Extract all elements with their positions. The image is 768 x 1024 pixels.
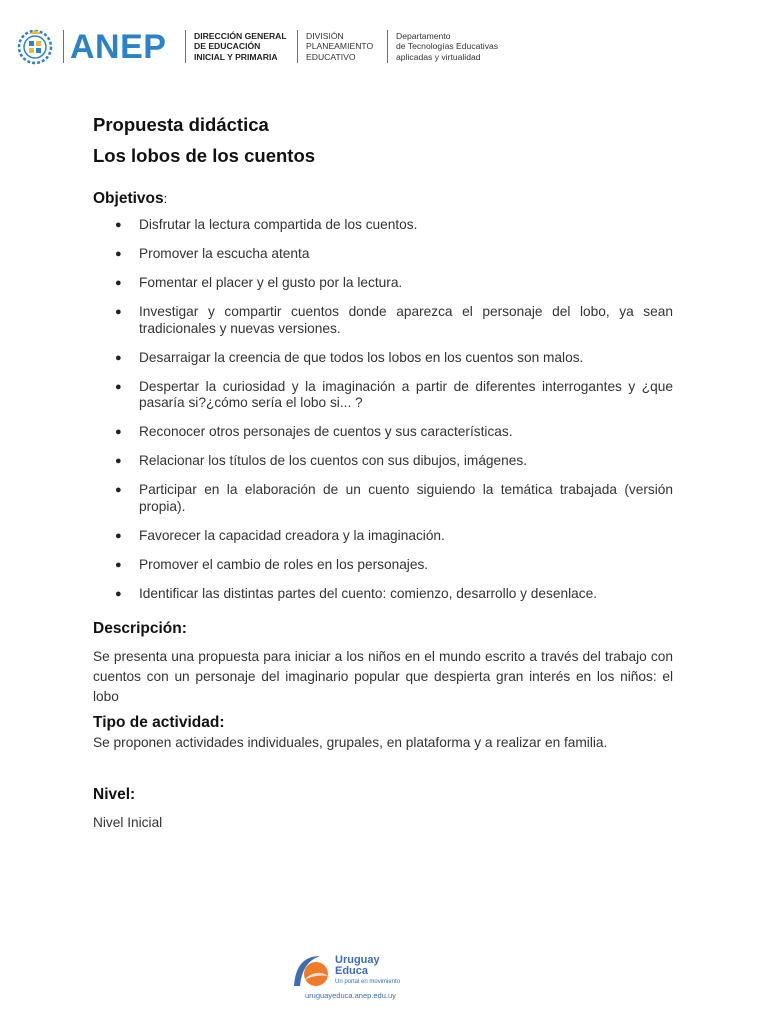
objetivo-item (93, 586, 673, 603)
objetivo-text: Relacionar los títulos de los cuentos con sus dibujos, imágenes. (139, 453, 528, 468)
header-division-line: EDUCATIVO (306, 51, 356, 62)
bullet-icon: ● (115, 455, 122, 467)
footer-brand-line: Educa (335, 965, 369, 977)
objetivo-text: Reconocer otros personajes de cuentos y sus características. (139, 424, 513, 439)
page-header (0, 0, 768, 100)
header-division-line: DIVISIÓN (306, 31, 344, 41)
nivel-heading: Nivel: (93, 786, 136, 803)
objetivo-item (93, 275, 673, 292)
objetivo-text: Despertar la curiosidad y la imaginación a partir de diferentes interrogantes y ¿que pasaría si?¿cómo sería el lobo si... ? (139, 378, 673, 410)
objetivo-text: Identificar las distintas partes del cuento: comienzo, desarrollo y desenlace. (139, 585, 598, 601)
objetivo-item (93, 246, 673, 263)
objetivo-item (93, 528, 673, 545)
page-footer (290, 950, 430, 1005)
header-departamento-line: Departamento (396, 31, 451, 41)
bullet-icon: ● (115, 426, 122, 438)
header-divider (63, 30, 64, 63)
objetivo-text: Desarraigar la creencia de que todos los lobos en los cuentos son malos. (139, 349, 584, 365)
header-direccion-line: INICIAL Y PRIMARIA (194, 51, 278, 62)
objetivos-heading-colon: : (163, 191, 168, 206)
objetivo-text: Fomentar el placer y el gusto por la lectura. (139, 275, 403, 290)
objetivo-item (93, 350, 673, 367)
header-divider (297, 30, 298, 63)
anep-logo-text: ANEP (70, 28, 167, 66)
footer-url-link[interactable]: uruguayeduca.anep.edu.uy (305, 991, 396, 1000)
objetivos-heading (93, 189, 673, 209)
document-body (93, 113, 673, 833)
objetivo-item (93, 453, 673, 470)
bullet-icon: ● (115, 380, 122, 393)
bullet-icon: ● (115, 248, 122, 260)
tipo-actividad-text: Se proponen actividades individuales, grupales, en plataforma y a realizar en familia. (93, 735, 608, 750)
objetivo-text: Promover la escucha atenta (139, 246, 310, 261)
objetivo-text: Participar en la elaboración de un cuento siguiendo la temática trabajada (versión propia). (139, 482, 673, 514)
bullet-icon: ● (115, 587, 122, 600)
objetivo-item (93, 217, 673, 234)
objetivo-item (93, 304, 673, 337)
document-subtitle: Los lobos de los cuentos (93, 145, 316, 166)
header-divider (185, 30, 186, 63)
objetivo-text: Promover el cambio de roles en los personajes. (139, 556, 429, 572)
bullet-icon: ● (115, 351, 122, 364)
header-direccion-line: DIRECCIÓN GENERAL (194, 31, 287, 41)
objetivo-text: Investigar y compartir cuentos donde aparezca el personaje del lobo, ya sean tradicionales y nuevas versiones. (139, 304, 673, 336)
header-direccion-block (194, 31, 287, 62)
objetivo-text: Favorecer la capacidad creadora y la imaginación. (139, 527, 445, 543)
objetivo-text: Disfrutar la lectura compartida de los cuentos. (139, 217, 418, 232)
descripcion-text: Se presenta una propuesta para iniciar a los niños en el mundo escrito a través del trabajo con cuentos con un personaje del imaginario popular que despierta gran interés en los niños: el lobo (93, 649, 673, 704)
header-direccion-line: DE EDUCACIÓN (194, 41, 261, 52)
nivel-text: Nivel Inicial (93, 815, 163, 830)
header-departamento-line: de Tecnologías Educativas (396, 41, 499, 52)
bullet-icon: ● (115, 219, 122, 231)
bullet-icon: ● (115, 277, 122, 289)
header-divider (387, 30, 388, 63)
bullet-icon: ● (115, 558, 122, 571)
objetivo-item (93, 379, 673, 412)
objetivo-item (93, 424, 673, 441)
header-division-block (306, 31, 373, 62)
footer-brand (335, 955, 380, 977)
header-departamento-line: aplicadas y virtualidad (396, 51, 481, 62)
footer-brand-line: Uruguay (335, 954, 380, 966)
footer-tagline: Un portal en movimiento (335, 979, 401, 985)
objetivos-heading-text: Objetivos (93, 190, 164, 207)
document-title: Propuesta didáctica (93, 114, 269, 135)
descripcion-heading: Descripción: (93, 620, 187, 637)
tipo-actividad-heading: Tipo de actividad: (93, 714, 225, 731)
bullet-icon: ● (115, 484, 122, 496)
uruguay-educa-logo-icon (290, 950, 330, 990)
objetivo-item (93, 482, 673, 515)
bullet-icon: ● (115, 529, 122, 542)
objetivo-item (93, 557, 673, 574)
header-departamento-block (396, 31, 498, 62)
bullet-icon: ● (115, 306, 122, 318)
uruguay-seal-icon (17, 29, 53, 65)
objetivos-list (93, 217, 673, 602)
header-division-line: PLANEAMIENTO (306, 41, 374, 52)
